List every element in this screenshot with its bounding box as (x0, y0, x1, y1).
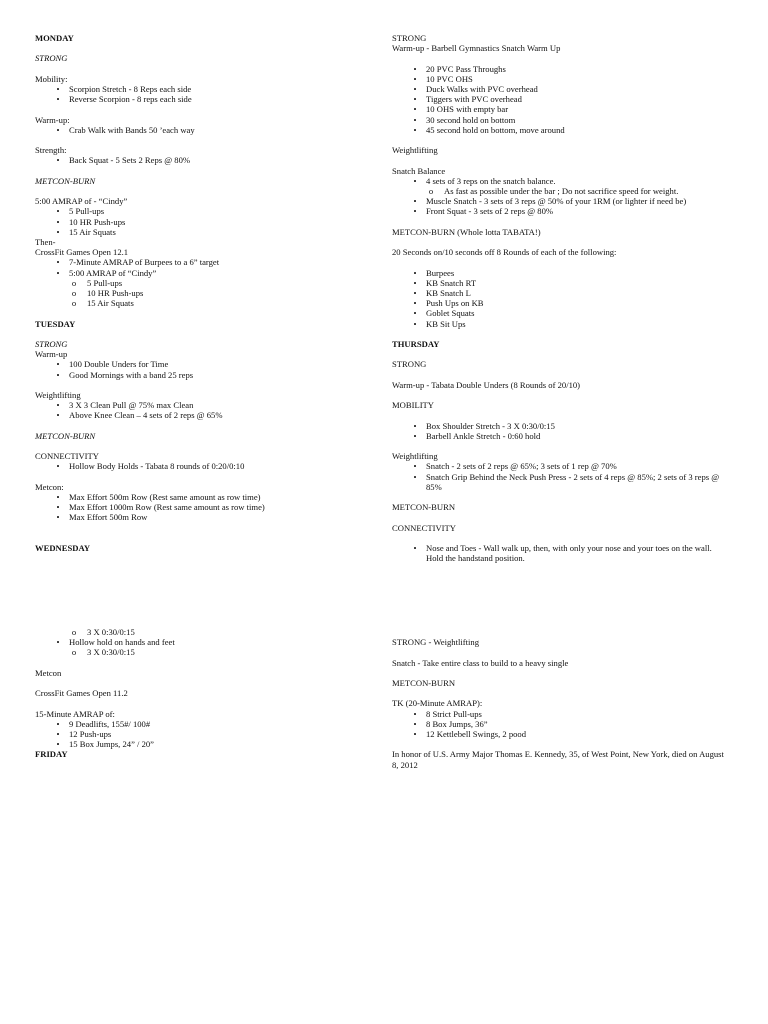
line-text: 5:00 AMRAP of “Cindy” (69, 267, 157, 278)
line-text: STRONG (35, 53, 68, 64)
line-text: In honor of U.S. Army Major Thomas E. Kennedy, 35, of West Point, New York, died on August (392, 749, 724, 760)
line-text: Max Effort 1000m Row (Rest same amount as row time) (69, 502, 265, 513)
list-item (56, 94, 383, 105)
bullet-disc-icon: • (413, 267, 417, 278)
bullet-disc-icon: • (56, 267, 60, 278)
bullet-disc-icon: • (413, 104, 417, 115)
list-item (413, 277, 740, 288)
text-line (392, 227, 740, 237)
blank-line (35, 43, 383, 53)
list-item (413, 287, 740, 298)
line-text: Burpees (426, 267, 455, 278)
line-text: Back Squat - 5 Sets 2 Reps @ 80% (69, 155, 191, 166)
list-item (413, 63, 740, 74)
text-line (35, 451, 383, 461)
list-item (56, 512, 383, 523)
list-item (428, 186, 740, 196)
bullet-disc-icon: • (413, 728, 417, 739)
text-line (35, 668, 383, 678)
text-line (35, 349, 383, 359)
section-heading (35, 431, 383, 441)
blank-line (35, 658, 383, 668)
line-text: STRONG (35, 338, 68, 349)
list-item (71, 298, 383, 309)
text-line (392, 637, 740, 647)
upper-right-column (392, 33, 740, 563)
bullet-disc-icon: • (413, 287, 417, 298)
bullet-disc-icon: • (56, 83, 60, 94)
blank-line (392, 441, 740, 451)
text-line (392, 523, 740, 533)
line-text: Weightlifting (392, 451, 438, 462)
text-line (392, 33, 740, 43)
bullet-disc-icon: • (413, 461, 417, 472)
blank-line (392, 739, 740, 749)
bullet-circle-icon: o (71, 277, 77, 288)
list-item (413, 267, 740, 278)
bullet-disc-icon: • (413, 277, 417, 288)
line-text: Then- (35, 236, 56, 247)
bullet-disc-icon: • (56, 216, 60, 227)
list-item (56, 728, 383, 739)
line-text: 15-Minute AMRAP of: (35, 708, 115, 719)
line-text: 3 X 3 Clean Pull @ 75% max Clean (69, 400, 194, 411)
list-item (413, 430, 740, 441)
text-line (392, 145, 740, 155)
list-item (56, 491, 383, 502)
list-item (56, 637, 383, 648)
line-text: Hold the handstand position. (426, 553, 525, 564)
blank-line (392, 370, 740, 380)
line-text: 12 Push-ups (69, 728, 112, 739)
list-item (413, 728, 740, 739)
bullet-disc-icon: • (413, 196, 417, 207)
line-text: 15 Box Jumps, 24” / 20” (69, 739, 154, 750)
list-item (413, 318, 740, 329)
list-item (413, 124, 740, 135)
upper-left-column (35, 33, 383, 553)
text-line (35, 237, 383, 247)
blank-line (35, 135, 383, 145)
line-text: 8 Strict Pull-ups (426, 708, 482, 719)
line-text: Warm-up (35, 349, 68, 360)
bullet-disc-icon: • (56, 502, 60, 513)
bullet-disc-icon: • (56, 257, 60, 268)
text-line (392, 451, 740, 461)
list-item (56, 739, 383, 750)
text-line (392, 43, 740, 53)
bullet-disc-icon: • (413, 308, 417, 319)
line-text: Hollow hold on hands and feet (69, 637, 175, 648)
line-text: 8 Box Jumps, 36” (426, 718, 488, 729)
blank-line (35, 421, 383, 431)
blank-line (392, 627, 740, 637)
text-line (392, 247, 740, 257)
bullet-circle-icon: o (71, 287, 77, 298)
list-item (56, 410, 383, 421)
section-heading (35, 53, 383, 63)
list-item (56, 359, 383, 370)
line-text: MOBILITY (392, 400, 435, 411)
line-text: Goblet Squats (426, 308, 475, 319)
bullet-disc-icon: • (413, 298, 417, 309)
list-item (413, 196, 740, 207)
bullet-disc-icon: • (413, 430, 417, 441)
bullet-circle-icon: o (71, 647, 77, 658)
bullet-disc-icon: • (56, 155, 60, 166)
text-line (35, 247, 383, 257)
list-item (56, 257, 383, 268)
list-item (56, 369, 383, 380)
bullet-disc-icon: • (413, 420, 417, 431)
blank-line (35, 441, 383, 451)
list-item (413, 84, 740, 94)
line-text: METCON-BURN (Whole lotta TABATA!) (392, 226, 541, 237)
line-text: Metcon: (35, 481, 64, 492)
bullet-circle-icon: o (71, 298, 77, 309)
line-text: 10 HR Push-ups (87, 287, 144, 298)
list-item (56, 461, 383, 472)
bullet-disc-icon: • (413, 718, 417, 729)
bullet-disc-icon: • (413, 114, 417, 125)
blank-line (35, 64, 383, 74)
line-text: Mobility: (35, 73, 68, 84)
line-text: 12 Kettlebell Swings, 2 pood (426, 728, 527, 739)
text-line (392, 749, 740, 759)
list-item (413, 420, 740, 431)
text-line (35, 390, 383, 400)
line-text: 4 sets of 3 reps on the snatch balance. (426, 175, 556, 186)
line-text: FRIDAY (35, 749, 68, 760)
line-text: CONNECTIVITY (392, 522, 456, 533)
list-item (413, 73, 740, 84)
bullet-disc-icon: • (413, 84, 417, 94)
bullet-disc-icon: • (56, 94, 60, 105)
line-text: CONNECTIVITY (35, 451, 99, 462)
list-item-continuation (426, 482, 740, 492)
bullet-disc-icon: • (56, 124, 60, 135)
day-heading (35, 319, 383, 329)
blank-line (35, 166, 383, 176)
lower-left-column (35, 627, 383, 760)
day-heading (35, 749, 383, 759)
line-text: 85% (426, 481, 442, 492)
line-text: Snatch Grip Behind the Neck Push Press - 2 sets of 4 reps @ 85%; 2 sets of 3 reps @ (426, 471, 720, 482)
list-item (56, 502, 383, 513)
line-text: CrossFit Games Open 12.1 (35, 247, 129, 258)
bullet-disc-icon: • (56, 637, 60, 648)
text-line (392, 760, 740, 770)
blank-line (392, 155, 740, 165)
text-line (392, 658, 740, 668)
text-line (392, 166, 740, 176)
blank-line (392, 390, 740, 400)
line-text: METCON-BURN (35, 175, 96, 186)
blank-line (35, 186, 383, 196)
line-text: Max Effort 500m Row (Rest same amount as row time) (69, 491, 261, 502)
line-text: KB Snatch L (426, 287, 471, 298)
text-line (392, 400, 740, 410)
blank-line (392, 257, 740, 267)
list-item (56, 124, 383, 135)
list-item (56, 226, 383, 237)
list-item (56, 400, 383, 411)
line-text: Tiggers with PVC overhead (426, 94, 522, 105)
bullet-disc-icon: • (413, 471, 417, 482)
list-item (56, 206, 383, 217)
blank-line (392, 533, 740, 543)
blank-line (35, 523, 383, 533)
line-text: Crab Walk with Bands 50 ’each way (69, 124, 195, 135)
list-item (56, 83, 383, 94)
line-text: 8, 2012 (392, 759, 418, 770)
blank-line (35, 329, 383, 339)
list-item (71, 647, 383, 658)
list-item-continuation (426, 553, 740, 563)
line-text: KB Sit Ups (426, 318, 466, 329)
line-text: Above Knee Clean – 4 sets of 2 reps @ 65% (69, 410, 223, 421)
line-text: THURSDAY (392, 338, 440, 349)
text-line (392, 678, 740, 688)
line-text: STRONG - Weightlifting (392, 637, 479, 648)
section-heading (35, 176, 383, 186)
line-text: STRONG (392, 359, 427, 370)
line-text: 15 Air Squats (87, 298, 134, 309)
line-text: METCON-BURN (392, 502, 456, 513)
bullet-disc-icon: • (56, 461, 60, 472)
bullet-disc-icon: • (56, 739, 60, 750)
line-text: CrossFit Games Open 11.2 (35, 688, 128, 699)
line-text: 5 Pull-ups (87, 277, 123, 288)
bullet-disc-icon: • (413, 708, 417, 719)
blank-line (392, 668, 740, 678)
list-item (56, 216, 383, 227)
list-item (56, 267, 383, 278)
line-text: 20 Seconds on/10 seconds off 8 Rounds of each of the following: (392, 247, 617, 258)
blank-line (35, 308, 383, 318)
bullet-disc-icon: • (56, 226, 60, 237)
bullet-disc-icon: • (413, 124, 417, 135)
bullet-disc-icon: • (56, 206, 60, 217)
line-text: Muscle Snatch - 3 sets of 3 reps @ 50% of your 1RM (or lighter if need be) (426, 196, 687, 207)
list-item (413, 104, 740, 115)
line-text: Barbell Ankle Stretch - 0:60 hold (426, 430, 541, 441)
text-line (392, 698, 740, 708)
day-heading (392, 339, 740, 349)
bullet-disc-icon: • (56, 718, 60, 729)
blank-line (392, 349, 740, 359)
line-text: 5 Pull-ups (69, 206, 105, 217)
text-line (35, 196, 383, 206)
bullet-disc-icon: • (56, 512, 60, 523)
section-heading (35, 339, 383, 349)
line-text: WEDNESDAY (35, 542, 91, 553)
list-item (413, 94, 740, 105)
list-item (56, 155, 383, 166)
line-text: Warm-up: (35, 114, 70, 125)
blank-line (35, 533, 383, 543)
list-item (413, 298, 740, 309)
line-text: Snatch - 2 sets of 2 reps @ 65%; 3 sets of 1 rep @ 70% (426, 461, 617, 472)
bullet-disc-icon: • (56, 359, 60, 370)
line-text: METCON-BURN (392, 677, 456, 688)
line-text: Push Ups on KB (426, 298, 484, 309)
line-text: Front Squat - 3 sets of 2 reps @ 80% (426, 206, 554, 217)
blank-line (392, 512, 740, 522)
list-item (71, 287, 383, 298)
text-line (35, 115, 383, 125)
line-text: Warm-up - Barbell Gymnastics Snatch Warm Up (392, 43, 561, 54)
line-text: Scorpion Stretch - 8 Reps each side (69, 83, 192, 94)
list-item (413, 471, 740, 482)
bullet-disc-icon: • (413, 73, 417, 84)
blank-line (392, 135, 740, 145)
list-item (413, 114, 740, 125)
line-text: METCON-BURN (35, 430, 96, 441)
line-text: TK (20-Minute AMRAP): (392, 698, 483, 709)
line-text: MONDAY (35, 33, 74, 43)
line-text: Hollow Body Holds - Tabata 8 rounds of 0:20/0:10 (69, 461, 245, 472)
blank-line (35, 104, 383, 114)
blank-line (392, 688, 740, 698)
line-text: Metcon (35, 667, 62, 678)
text-line (35, 688, 383, 698)
bullet-disc-icon: • (56, 410, 60, 421)
blank-line (35, 678, 383, 688)
blank-line (35, 380, 383, 390)
list-item (56, 718, 383, 729)
bullet-disc-icon: • (56, 491, 60, 502)
day-heading (35, 543, 383, 553)
line-text: 9 Deadlifts, 155#/ 100# (69, 718, 151, 729)
list-item (413, 542, 740, 553)
list-item (413, 718, 740, 729)
line-text: Box Shoulder Stretch - 3 X 0:30/0:15 (426, 420, 555, 431)
line-text: Duck Walks with PVC overhead (426, 84, 538, 94)
text-line (35, 74, 383, 84)
line-text: Warm-up - Tabata Double Unders (8 Rounds of 20/10) (392, 379, 581, 390)
line-text: 3 X 0:30/0:15 (87, 627, 135, 637)
line-text: As fast as possible under the bar ; Do not sacrifice speed for weight. (444, 186, 679, 196)
list-item (71, 277, 383, 288)
blank-line (392, 217, 740, 227)
line-text: TUESDAY (35, 318, 76, 329)
list-item (413, 461, 740, 472)
bullet-disc-icon: • (56, 400, 60, 411)
line-text: KB Snatch RT (426, 277, 477, 288)
text-line (392, 359, 740, 369)
line-text: STRONG (392, 33, 427, 43)
line-text: Max Effort 500m Row (69, 512, 148, 523)
list-item (413, 206, 740, 217)
bullet-circle-icon: o (71, 627, 77, 637)
line-text: Reverse Scorpion - 8 reps each side (69, 94, 192, 105)
blank-line (392, 53, 740, 63)
bullet-disc-icon: • (56, 369, 60, 380)
blank-line (392, 237, 740, 247)
bullet-disc-icon: • (56, 728, 60, 739)
text-line (35, 145, 383, 155)
line-text: Snatch - Take entire class to build to a heavy single (392, 657, 569, 668)
text-line (392, 380, 740, 390)
line-text: Weightlifting (35, 389, 81, 400)
line-text: 5:00 AMRAP of - “Cindy” (35, 196, 128, 207)
bullet-disc-icon: • (413, 318, 417, 329)
list-item (413, 708, 740, 719)
day-heading (35, 33, 383, 43)
line-text: 30 second hold on bottom (426, 114, 516, 125)
bullet-disc-icon: • (413, 94, 417, 105)
blank-line (392, 647, 740, 657)
line-text: Strength: (35, 145, 67, 156)
blank-line (35, 472, 383, 482)
blank-line (35, 698, 383, 708)
blank-line (392, 492, 740, 502)
line-text: 7-Minute AMRAP of Burpees to a 6” target (69, 257, 220, 268)
line-text: Weightlifting (392, 145, 438, 156)
line-text: 10 OHS with empty bar (426, 104, 509, 115)
line-text: Nose and Toes - Wall walk up, then, with only your nose and your toes on the wall. (426, 542, 712, 553)
bullet-disc-icon: • (413, 206, 417, 217)
bullet-disc-icon: • (413, 542, 417, 553)
line-text: 15 Air Squats (69, 226, 116, 237)
list-item (71, 627, 383, 637)
line-text: Snatch Balance (392, 165, 446, 176)
line-text: 10 PVC OHS (426, 73, 473, 84)
blank-line (392, 410, 740, 420)
blank-line (392, 329, 740, 339)
bullet-circle-icon: o (428, 186, 434, 196)
bullet-disc-icon: • (413, 63, 417, 74)
list-item (413, 175, 740, 186)
line-text: 3 X 0:30/0:15 (87, 647, 135, 658)
line-text: 10 HR Push-ups (69, 216, 126, 227)
lower-right-column (392, 627, 740, 770)
text-line (35, 709, 383, 719)
line-text: Good Mornings with a band 25 reps (69, 369, 194, 380)
line-text: 20 PVC Pass Throughs (426, 63, 506, 74)
text-line (392, 502, 740, 512)
bullet-disc-icon: • (413, 175, 417, 186)
line-text: 45 second hold on bottom, move around (426, 124, 565, 135)
list-item (413, 308, 740, 319)
text-line (35, 482, 383, 492)
line-text: 100 Double Unders for Time (69, 359, 169, 370)
